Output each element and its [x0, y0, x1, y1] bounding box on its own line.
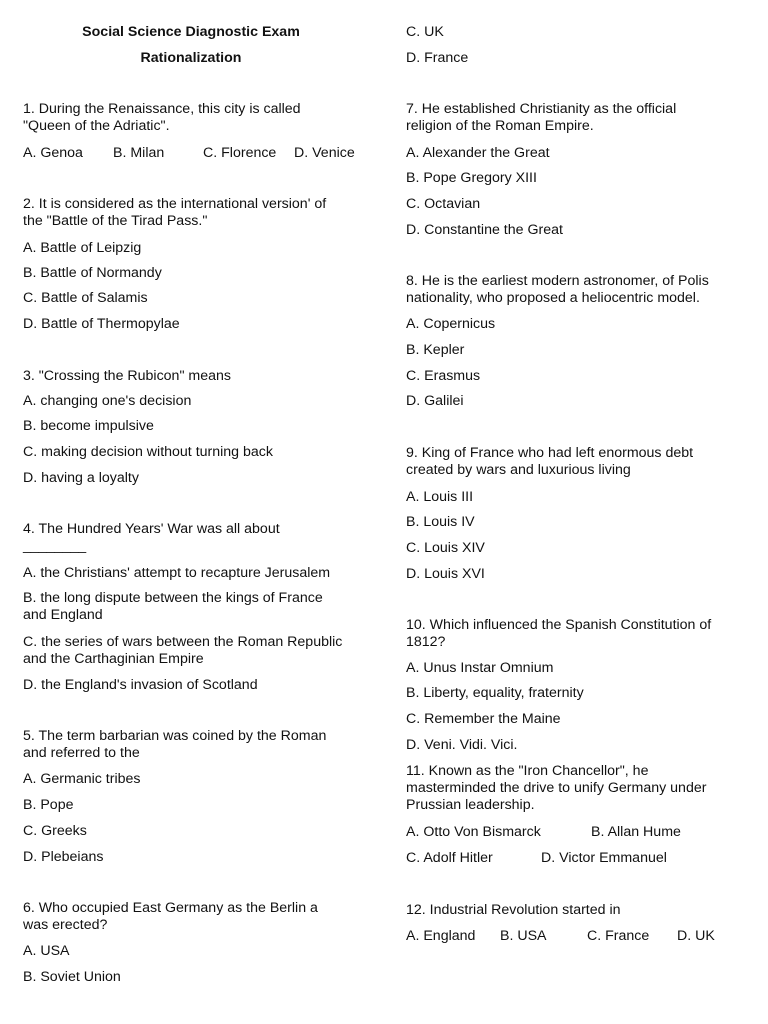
option-d: D. Victor Emmanuel [541, 850, 667, 866]
question-12-options [406, 928, 715, 945]
option-b: B. Allan Hume [591, 824, 681, 840]
option-c: C. Adolf Hitler [406, 850, 493, 866]
option-b: B. Soviet Union [23, 969, 121, 985]
option-c: C. making decision without turning back [23, 444, 273, 460]
option-d: D. Louis XVI [406, 566, 485, 582]
option-d: D. Galilei [406, 393, 464, 409]
question-11-options-row-1 [406, 824, 681, 841]
option-line: B. the long dispute between the kings of France [23, 590, 323, 606]
option-d [23, 677, 258, 694]
question-stem-line: 7. He established Christianity as the official [406, 101, 677, 117]
option-a: A. Alexander the Great [406, 145, 550, 161]
option-line: and the Carthaginian Empire [23, 651, 204, 667]
question-stem-line: 2. It is considered as the international version' of [23, 196, 327, 212]
option-line: A. the Christians' attempt to recapture Jerusalem [23, 565, 331, 581]
option-line: and England [23, 607, 103, 623]
option-a: A. Louis III [406, 489, 474, 505]
question-stem-blank: ________ [23, 538, 87, 554]
question-1 [23, 101, 301, 135]
question-stem-line: masterminded the drive to unify Germany under [406, 780, 707, 796]
question-1-options [23, 145, 355, 162]
question-3 [23, 368, 231, 385]
question-4 [23, 521, 280, 555]
option-c: C. Greeks [23, 823, 87, 839]
question-12 [406, 902, 621, 919]
question-stem-line: 8. He is the earliest modern astronomer, of Polis [406, 273, 709, 289]
question-stem-line: the "Battle of the Tirad Pass." [23, 213, 208, 229]
option-a: A. Otto Von Bismarck [406, 824, 541, 840]
option-a: A. England [406, 928, 476, 944]
question-11 [406, 763, 706, 814]
option-c: C. Battle of Salamis [23, 290, 148, 306]
option-b: B. Kepler [406, 342, 465, 358]
option-c: C. Erasmus [406, 368, 481, 384]
question-stem-line: 10. Which influenced the Spanish Constitution of [406, 617, 712, 633]
option-c: C. France [587, 928, 650, 944]
option-b: B. become impulsive [23, 418, 154, 434]
option-a: A. Genoa [23, 145, 83, 161]
option-d: D. having a loyalty [23, 470, 139, 486]
question-stem-line: 1812? [406, 634, 446, 650]
question-stem-line: and referred to the [23, 745, 140, 761]
option-a: A. Battle of Leipzig [23, 240, 142, 256]
option-c: C. Remember the Maine [406, 711, 561, 727]
option-a: A. Germanic tribes [23, 771, 141, 787]
question-stem-line: Prussian leadership. [406, 797, 535, 813]
question-stem-line: 5. The term barbarian was coined by the Roman [23, 728, 327, 744]
option-a: A. USA [23, 943, 70, 959]
option-c [23, 634, 342, 668]
question-7 [406, 101, 676, 135]
option-a: A. Copernicus [406, 316, 496, 332]
question-9 [406, 445, 693, 479]
option-d: D. Veni. Vidi. Vici. [406, 737, 518, 753]
question-stem-line: 12. Industrial Revolution started in [406, 902, 621, 918]
option-a: A. changing one's decision [23, 393, 192, 409]
question-stem-line: 1. During the Renaissance, this city is called [23, 101, 301, 117]
option-b: B. Battle of Normandy [23, 265, 162, 281]
option-b: B. Milan [113, 145, 165, 161]
question-stem-line: nationality, who proposed a heliocentric model. [406, 290, 700, 306]
option-c: C. Florence [203, 145, 277, 161]
question-10 [406, 617, 711, 651]
option-d: D. Constantine the Great [406, 222, 563, 238]
option-line: C. the series of wars between the Roman Republic [23, 634, 343, 650]
question-5 [23, 728, 326, 762]
page-title: Social Science Diagnostic Exam [82, 24, 300, 40]
option-line: D. the England's invasion of Scotland [23, 677, 258, 693]
option-b: B. Pope [23, 797, 74, 813]
page-subtitle: Rationalization [140, 50, 242, 66]
option-d: D. Plebeians [23, 849, 104, 865]
question-stem-line: created by wars and luxurious living [406, 462, 631, 478]
question-2 [23, 196, 326, 230]
question-stem-line: 9. King of France who had left enormous debt [406, 445, 694, 461]
question-11-options-row-2 [406, 850, 667, 867]
option-d: D. Venice [294, 145, 355, 161]
question-stem-line: was erected? [23, 917, 108, 933]
option-a: A. Unus Instar Omnium [406, 660, 554, 676]
option-a [23, 565, 330, 582]
option-b [23, 590, 323, 624]
question-stem-line: "Queen of the Adriatic". [23, 118, 170, 134]
option-c: C. Octavian [406, 196, 481, 212]
question-stem-line: 6. Who occupied East Germany as the Berlin a [23, 900, 318, 916]
question-stem-line: 4. The Hundred Years' War was all about [23, 521, 280, 537]
option-d: D. France [406, 50, 469, 66]
question-8 [406, 273, 709, 307]
option-c: C. UK [406, 24, 444, 40]
option-d: D. UK [677, 928, 715, 944]
question-stem-line: religion of the Roman Empire. [406, 118, 594, 134]
question-stem-line: 11. Known as the "Iron Chancellor", he [406, 763, 649, 779]
option-b: B. USA [500, 928, 547, 944]
option-d: D. Battle of Thermopylae [23, 316, 180, 332]
option-b: B. Pope Gregory XIII [406, 170, 537, 186]
option-b: B. Louis IV [406, 514, 475, 530]
option-b: B. Liberty, equality, fraternity [406, 685, 584, 701]
question-stem-line: 3. "Crossing the Rubicon" means [23, 368, 232, 384]
option-c: C. Louis XIV [406, 540, 485, 556]
question-6 [23, 900, 318, 934]
